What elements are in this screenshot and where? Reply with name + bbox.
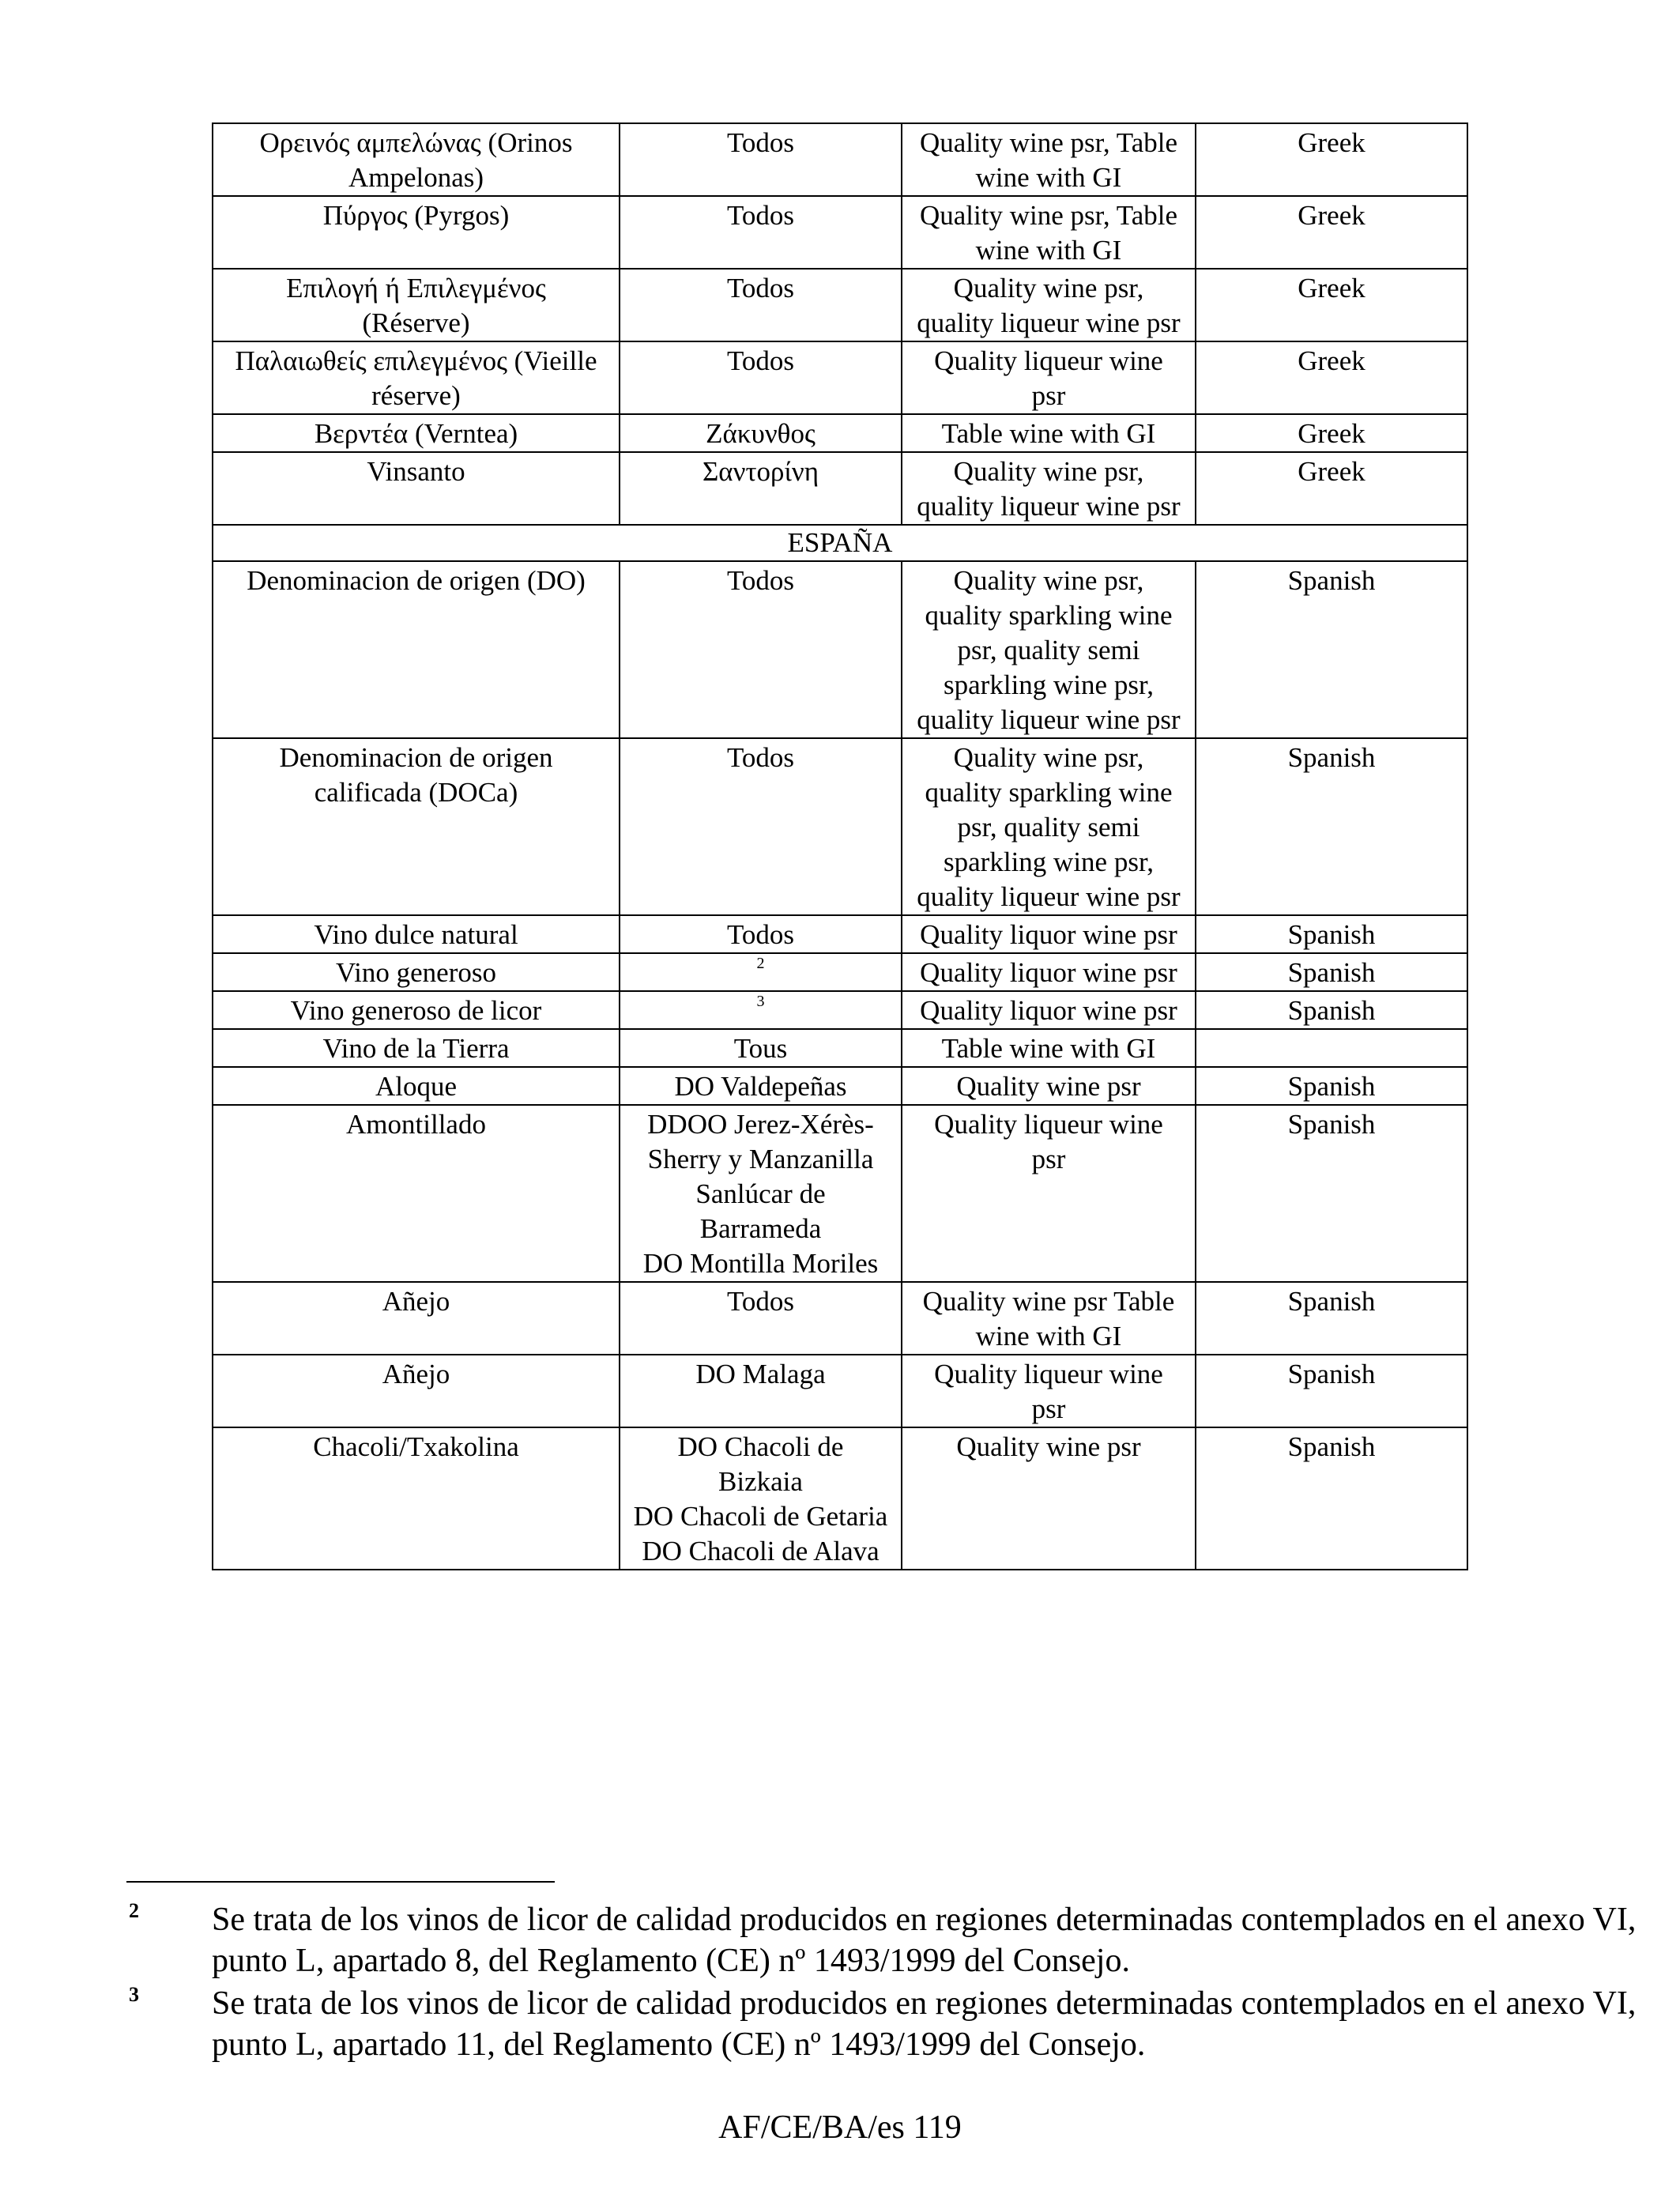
- category-cell: Quality wine psr, quality liqueur wine psr: [902, 452, 1196, 525]
- term-cell: Añejo: [213, 1355, 620, 1427]
- footnote-text: Se trata de los vinos de licor de calidad producidos en regiones determinadas contemplados en el anexo VI, punto L, apartado 11, del Reglamento (CE) nº 1493/1999 del Consejo.: [212, 1985, 1637, 2063]
- language-cell: Greek: [1196, 452, 1467, 525]
- area-cell: DO Chacoli de Bizkaia DO Chacoli de Getaria DO Chacoli de Alava: [620, 1427, 902, 1570]
- area-cell: DO Malaga: [620, 1355, 902, 1427]
- category-cell: Quality wine psr Table wine with GI: [902, 1282, 1196, 1355]
- table-row: [213, 561, 1467, 738]
- language-cell: Greek: [1196, 123, 1467, 196]
- area-cell: Todos: [620, 123, 902, 196]
- footnote-number: 3: [129, 1983, 139, 2006]
- area-cell: Tous: [620, 1029, 902, 1067]
- category-cell: Quality wine psr: [902, 1427, 1196, 1570]
- table-row: [213, 915, 1467, 953]
- category-cell: Quality wine psr, quality liqueur wine psr: [902, 269, 1196, 341]
- term-cell: Vinsanto: [213, 452, 620, 525]
- category-cell: Quality wine psr, quality sparkling wine psr, quality semi sparkling wine psr, quality liqueur wine psr: [902, 561, 1196, 738]
- language-cell: Greek: [1196, 269, 1467, 341]
- term-cell: Vino dulce natural: [213, 915, 620, 953]
- term-cell: Chacoli/Txakolina: [213, 1427, 620, 1570]
- term-cell: Vino generoso: [213, 953, 620, 991]
- language-cell: Spanish: [1196, 1067, 1467, 1105]
- area-cell: [620, 953, 902, 991]
- term-cell: Denominacion de origen calificada (DOCa): [213, 738, 620, 915]
- table-row: [213, 991, 1467, 1029]
- area-cell: Todos: [620, 269, 902, 341]
- term-cell: Aloque: [213, 1067, 620, 1105]
- area-cell: Todos: [620, 196, 902, 269]
- category-cell: Quality liqueur wine psr: [902, 1105, 1196, 1282]
- table-row: [213, 953, 1467, 991]
- term-cell: Πύργος (Pyrgos): [213, 196, 620, 269]
- term-cell: Vino generoso de licor: [213, 991, 620, 1029]
- category-cell: Quality wine psr, quality sparkling wine psr, quality semi sparkling wine psr, quality liqueur wine psr: [902, 738, 1196, 915]
- area-cell: Todos: [620, 561, 902, 738]
- section-row: [213, 525, 1467, 561]
- term-cell: Denominacion de origen (DO): [213, 561, 620, 738]
- language-cell: Spanish: [1196, 1355, 1467, 1427]
- language-cell: Spanish: [1196, 1282, 1467, 1355]
- footnote-ref-2: 2: [756, 955, 765, 972]
- table-row: [213, 738, 1467, 915]
- category-cell: Table wine with GI: [902, 1029, 1196, 1067]
- category-cell: Quality liquor wine psr: [902, 991, 1196, 1029]
- section-heading-espana: ESPAÑA: [213, 525, 1467, 561]
- category-cell: Quality wine psr: [902, 1067, 1196, 1105]
- table-row: [213, 196, 1467, 269]
- language-cell: Spanish: [1196, 1105, 1467, 1282]
- area-cell: Σαντορίνη: [620, 452, 902, 525]
- category-cell: Quality liquor wine psr: [902, 953, 1196, 991]
- area-cell: Todos: [620, 738, 902, 915]
- language-cell: [1196, 1029, 1467, 1067]
- term-cell: Επιλογή ή Επιλεγμένος (Réserve): [213, 269, 620, 341]
- language-cell: Greek: [1196, 196, 1467, 269]
- area-cell: Ζάκυνθος: [620, 414, 902, 452]
- table-row: [213, 1282, 1467, 1355]
- category-cell: Table wine with GI: [902, 414, 1196, 452]
- table-row: [213, 269, 1467, 341]
- language-cell: Spanish: [1196, 1427, 1467, 1570]
- category-cell: Quality wine psr, Table wine with GI: [902, 123, 1196, 196]
- table-row: [213, 1067, 1467, 1105]
- language-cell: Spanish: [1196, 953, 1467, 991]
- language-cell: Greek: [1196, 341, 1467, 414]
- table-row: [213, 1105, 1467, 1282]
- footnote-text: Se trata de los vinos de licor de calidad producidos en regiones determinadas contemplados en el anexo VI, punto L, apartado 8, del Reglamento (CE) nº 1493/1999 del Consejo.: [212, 1902, 1637, 1979]
- area-cell: DO Valdepeñas: [620, 1067, 902, 1105]
- category-cell: Quality liqueur wine psr: [902, 1355, 1196, 1427]
- language-cell: Spanish: [1196, 991, 1467, 1029]
- language-cell: Greek: [1196, 414, 1467, 452]
- term-cell: Vino de la Tierra: [213, 1029, 620, 1067]
- language-cell: Spanish: [1196, 561, 1467, 738]
- area-cell: Todos: [620, 915, 902, 953]
- footnote-ref-3: 3: [756, 993, 765, 1010]
- area-cell: DDOO Jerez-Xérès- Sherry y Manzanilla Sanlúcar de Barrameda DO Montilla Moriles: [620, 1105, 902, 1282]
- table-row: [213, 1029, 1467, 1067]
- footnote-number: 2: [129, 1899, 139, 1922]
- wine-terms-table: [212, 123, 1468, 1570]
- category-cell: Quality wine psr, Table wine with GI: [902, 196, 1196, 269]
- category-cell: Quality liquor wine psr: [902, 915, 1196, 953]
- table-row: [213, 1355, 1467, 1427]
- term-cell: Βερντέα (Verntea): [213, 414, 620, 452]
- language-cell: Spanish: [1196, 915, 1467, 953]
- table-row: [213, 123, 1467, 196]
- table-row: [213, 1427, 1467, 1570]
- table-row: [213, 341, 1467, 414]
- term-cell: Añejo: [213, 1282, 620, 1355]
- footnote-divider: [126, 1881, 555, 1883]
- table-row: [213, 452, 1467, 525]
- term-cell: Amontillado: [213, 1105, 620, 1282]
- page-reference: AF/CE/BA/es 119: [718, 2109, 962, 2146]
- area-cell: [620, 991, 902, 1029]
- area-cell: Todos: [620, 1282, 902, 1355]
- table-row: [213, 414, 1467, 452]
- area-cell: Todos: [620, 341, 902, 414]
- language-cell: Spanish: [1196, 738, 1467, 915]
- term-cell: Ορεινός αμπελώνας (Orinos Ampelonas): [213, 123, 620, 196]
- term-cell: Παλαιωθείς επιλεγμένος (Vieille réserve): [213, 341, 620, 414]
- category-cell: Quality liqueur wine psr: [902, 341, 1196, 414]
